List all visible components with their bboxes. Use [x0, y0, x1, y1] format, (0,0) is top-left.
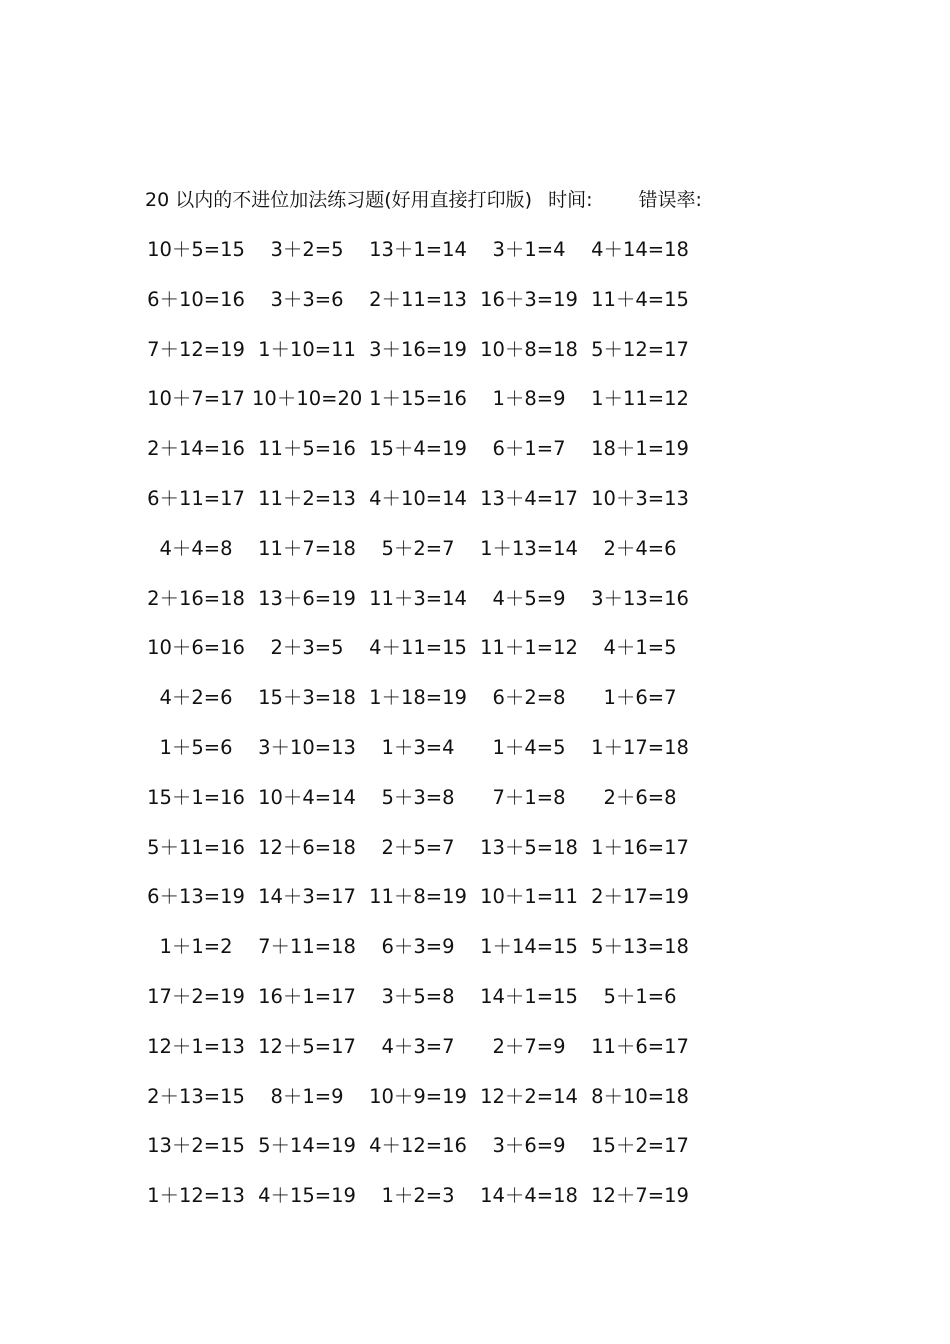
equation-cell: 11＋5=16 — [258, 437, 356, 461]
equation-row — [0, 834, 950, 884]
equation-cell: 18＋1=19 — [591, 437, 689, 461]
equation-cell: 3＋10=13 — [258, 735, 356, 759]
equation-cell: 1＋11=12 — [591, 387, 689, 411]
equation-row — [0, 933, 950, 983]
equation-cell: 1＋16=17 — [591, 835, 689, 859]
equation-cell: 10＋6=16 — [147, 636, 245, 660]
equation-cell: 3＋6=9 — [492, 1134, 566, 1158]
equation-cell: 10＋7=17 — [147, 387, 245, 411]
equation-cell: 1＋4=5 — [492, 735, 566, 759]
equation-cell: 6＋11=17 — [147, 486, 245, 510]
equation-cell: 2＋5=7 — [381, 835, 455, 859]
equation-cell: 1＋8=9 — [492, 387, 566, 411]
equation-cell: 12＋7=19 — [591, 1184, 689, 1208]
equation-cell: 2＋7=9 — [492, 1034, 566, 1058]
equation-row — [0, 435, 950, 485]
equation-cell: 1＋10=11 — [258, 337, 356, 361]
equation-cell: 6＋13=19 — [147, 885, 245, 909]
equation-cell: 10＋1=11 — [480, 885, 578, 909]
equation-cell: 10＋3=13 — [591, 486, 689, 510]
equation-row — [0, 1182, 950, 1232]
equation-cell: 3＋3=6 — [270, 287, 344, 311]
equation-cell: 11＋8=19 — [369, 885, 467, 909]
equation-row — [0, 983, 950, 1033]
equation-cell: 14＋4=18 — [480, 1184, 578, 1208]
equation-cell: 4＋11=15 — [369, 636, 467, 660]
equation-row — [0, 385, 950, 435]
equation-row — [0, 585, 950, 635]
equation-cell: 13＋2=15 — [147, 1134, 245, 1158]
equation-cell: 11＋3=14 — [369, 586, 467, 610]
equation-cell: 4＋2=6 — [159, 686, 233, 710]
worksheet-header — [145, 186, 702, 214]
error-rate-label: 错误率: — [638, 189, 702, 211]
equation-cell: 5＋11=16 — [147, 835, 245, 859]
equation-cell: 7＋1=8 — [492, 785, 566, 809]
equation-cell: 15＋2=17 — [591, 1134, 689, 1158]
equation-cell: 13＋4=17 — [480, 486, 578, 510]
equation-cell: 5＋2=7 — [381, 536, 455, 560]
equation-cell: 2＋3=5 — [270, 636, 344, 660]
equation-row — [0, 883, 950, 933]
equation-cell: 3＋16=19 — [369, 337, 467, 361]
equation-cell: 10＋10=20 — [252, 387, 363, 411]
equation-cell: 15＋1=16 — [147, 785, 245, 809]
equation-cell: 7＋11=18 — [258, 935, 356, 959]
equation-row — [0, 1033, 950, 1083]
equation-cell: 6＋2=8 — [492, 686, 566, 710]
equation-cell: 13＋1=14 — [369, 238, 467, 261]
equation-cell: 10＋5=15 — [147, 238, 245, 261]
equation-cell: 3＋2=5 — [270, 238, 344, 261]
equation-cell: 16＋3=19 — [480, 287, 578, 311]
equation-cell: 4＋10=14 — [369, 486, 467, 510]
equation-cell: 1＋13=14 — [480, 536, 578, 560]
worksheet-title: 20 以内的不进位加法练习题(好用直接打印版) — [145, 189, 533, 211]
equation-cell: 2＋6=8 — [603, 785, 677, 809]
equation-cell: 10＋4=14 — [258, 785, 356, 809]
equation-row — [0, 535, 950, 585]
equation-cell: 1＋1=2 — [159, 935, 233, 959]
equation-cell: 2＋11=13 — [369, 287, 467, 311]
equation-cell: 6＋1=7 — [492, 437, 566, 461]
equation-cell: 11＋2=13 — [258, 486, 356, 510]
equation-cell: 6＋10=16 — [147, 287, 245, 311]
equation-row — [0, 684, 950, 734]
equation-cell: 6＋3=9 — [381, 935, 455, 959]
equation-cell: 16＋1=17 — [258, 984, 356, 1008]
equation-row — [0, 286, 950, 336]
equation-cell: 7＋12=19 — [147, 337, 245, 361]
equation-cell: 14＋3=17 — [258, 885, 356, 909]
equation-cell: 1＋15=16 — [369, 387, 467, 411]
equation-cell: 1＋5=6 — [159, 735, 233, 759]
equation-cell: 2＋16=18 — [147, 586, 245, 610]
equation-cell: 4＋5=9 — [492, 586, 566, 610]
equation-row — [0, 1083, 950, 1133]
equation-cell: 1＋18=19 — [369, 686, 467, 710]
equation-cell: 4＋1=5 — [603, 636, 677, 660]
equation-row — [0, 734, 950, 784]
equation-cell: 11＋4=15 — [591, 287, 689, 311]
equation-grid — [0, 236, 950, 1232]
equation-cell: 2＋14=16 — [147, 437, 245, 461]
equation-cell: 17＋2=19 — [147, 984, 245, 1008]
equation-cell: 1＋12=13 — [147, 1184, 245, 1208]
equation-cell: 11＋7=18 — [258, 536, 356, 560]
equation-cell: 4＋3=7 — [381, 1034, 455, 1058]
equation-cell: 1＋14=15 — [480, 935, 578, 959]
equation-cell: 1＋17=18 — [591, 735, 689, 759]
equation-row — [0, 236, 950, 286]
equation-cell: 1＋3=4 — [381, 735, 455, 759]
equation-cell: 10＋9=19 — [369, 1084, 467, 1108]
equation-row — [0, 634, 950, 684]
equation-cell: 4＋4=8 — [159, 536, 233, 560]
equation-cell: 5＋1=6 — [603, 984, 677, 1008]
equation-cell: 15＋4=19 — [369, 437, 467, 461]
equation-cell: 5＋13=18 — [591, 935, 689, 959]
equation-cell: 2＋4=6 — [603, 536, 677, 560]
equation-cell: 3＋1=4 — [492, 238, 566, 261]
equation-cell: 4＋14=18 — [591, 238, 689, 261]
equation-cell: 12＋6=18 — [258, 835, 356, 859]
equation-row — [0, 784, 950, 834]
equation-cell: 15＋3=18 — [258, 686, 356, 710]
equation-cell: 12＋1=13 — [147, 1034, 245, 1058]
equation-cell: 3＋13=16 — [591, 586, 689, 610]
equation-cell: 4＋15=19 — [258, 1184, 356, 1208]
equation-cell: 13＋5=18 — [480, 835, 578, 859]
equation-cell: 3＋5=8 — [381, 984, 455, 1008]
equation-cell: 2＋17=19 — [591, 885, 689, 909]
equation-cell: 5＋14=19 — [258, 1134, 356, 1158]
equation-cell: 8＋1=9 — [270, 1084, 344, 1108]
equation-cell: 11＋1=12 — [480, 636, 578, 660]
equation-cell: 13＋6=19 — [258, 586, 356, 610]
time-label: 时间: — [548, 189, 593, 211]
equation-cell: 14＋1=15 — [480, 984, 578, 1008]
equation-cell: 1＋2=3 — [381, 1184, 455, 1208]
equation-cell: 11＋6=17 — [591, 1034, 689, 1058]
equation-cell: 4＋12=16 — [369, 1134, 467, 1158]
equation-cell: 8＋10=18 — [591, 1084, 689, 1108]
equation-cell: 2＋13=15 — [147, 1084, 245, 1108]
equation-cell: 1＋6=7 — [603, 686, 677, 710]
equation-cell: 5＋12=17 — [591, 337, 689, 361]
equation-cell: 10＋8=18 — [480, 337, 578, 361]
equation-cell: 5＋3=8 — [381, 785, 455, 809]
equation-row — [0, 1132, 950, 1182]
equation-row — [0, 485, 950, 535]
equation-row — [0, 336, 950, 386]
equation-cell: 12＋5=17 — [258, 1034, 356, 1058]
equation-cell: 12＋2=14 — [480, 1084, 578, 1108]
